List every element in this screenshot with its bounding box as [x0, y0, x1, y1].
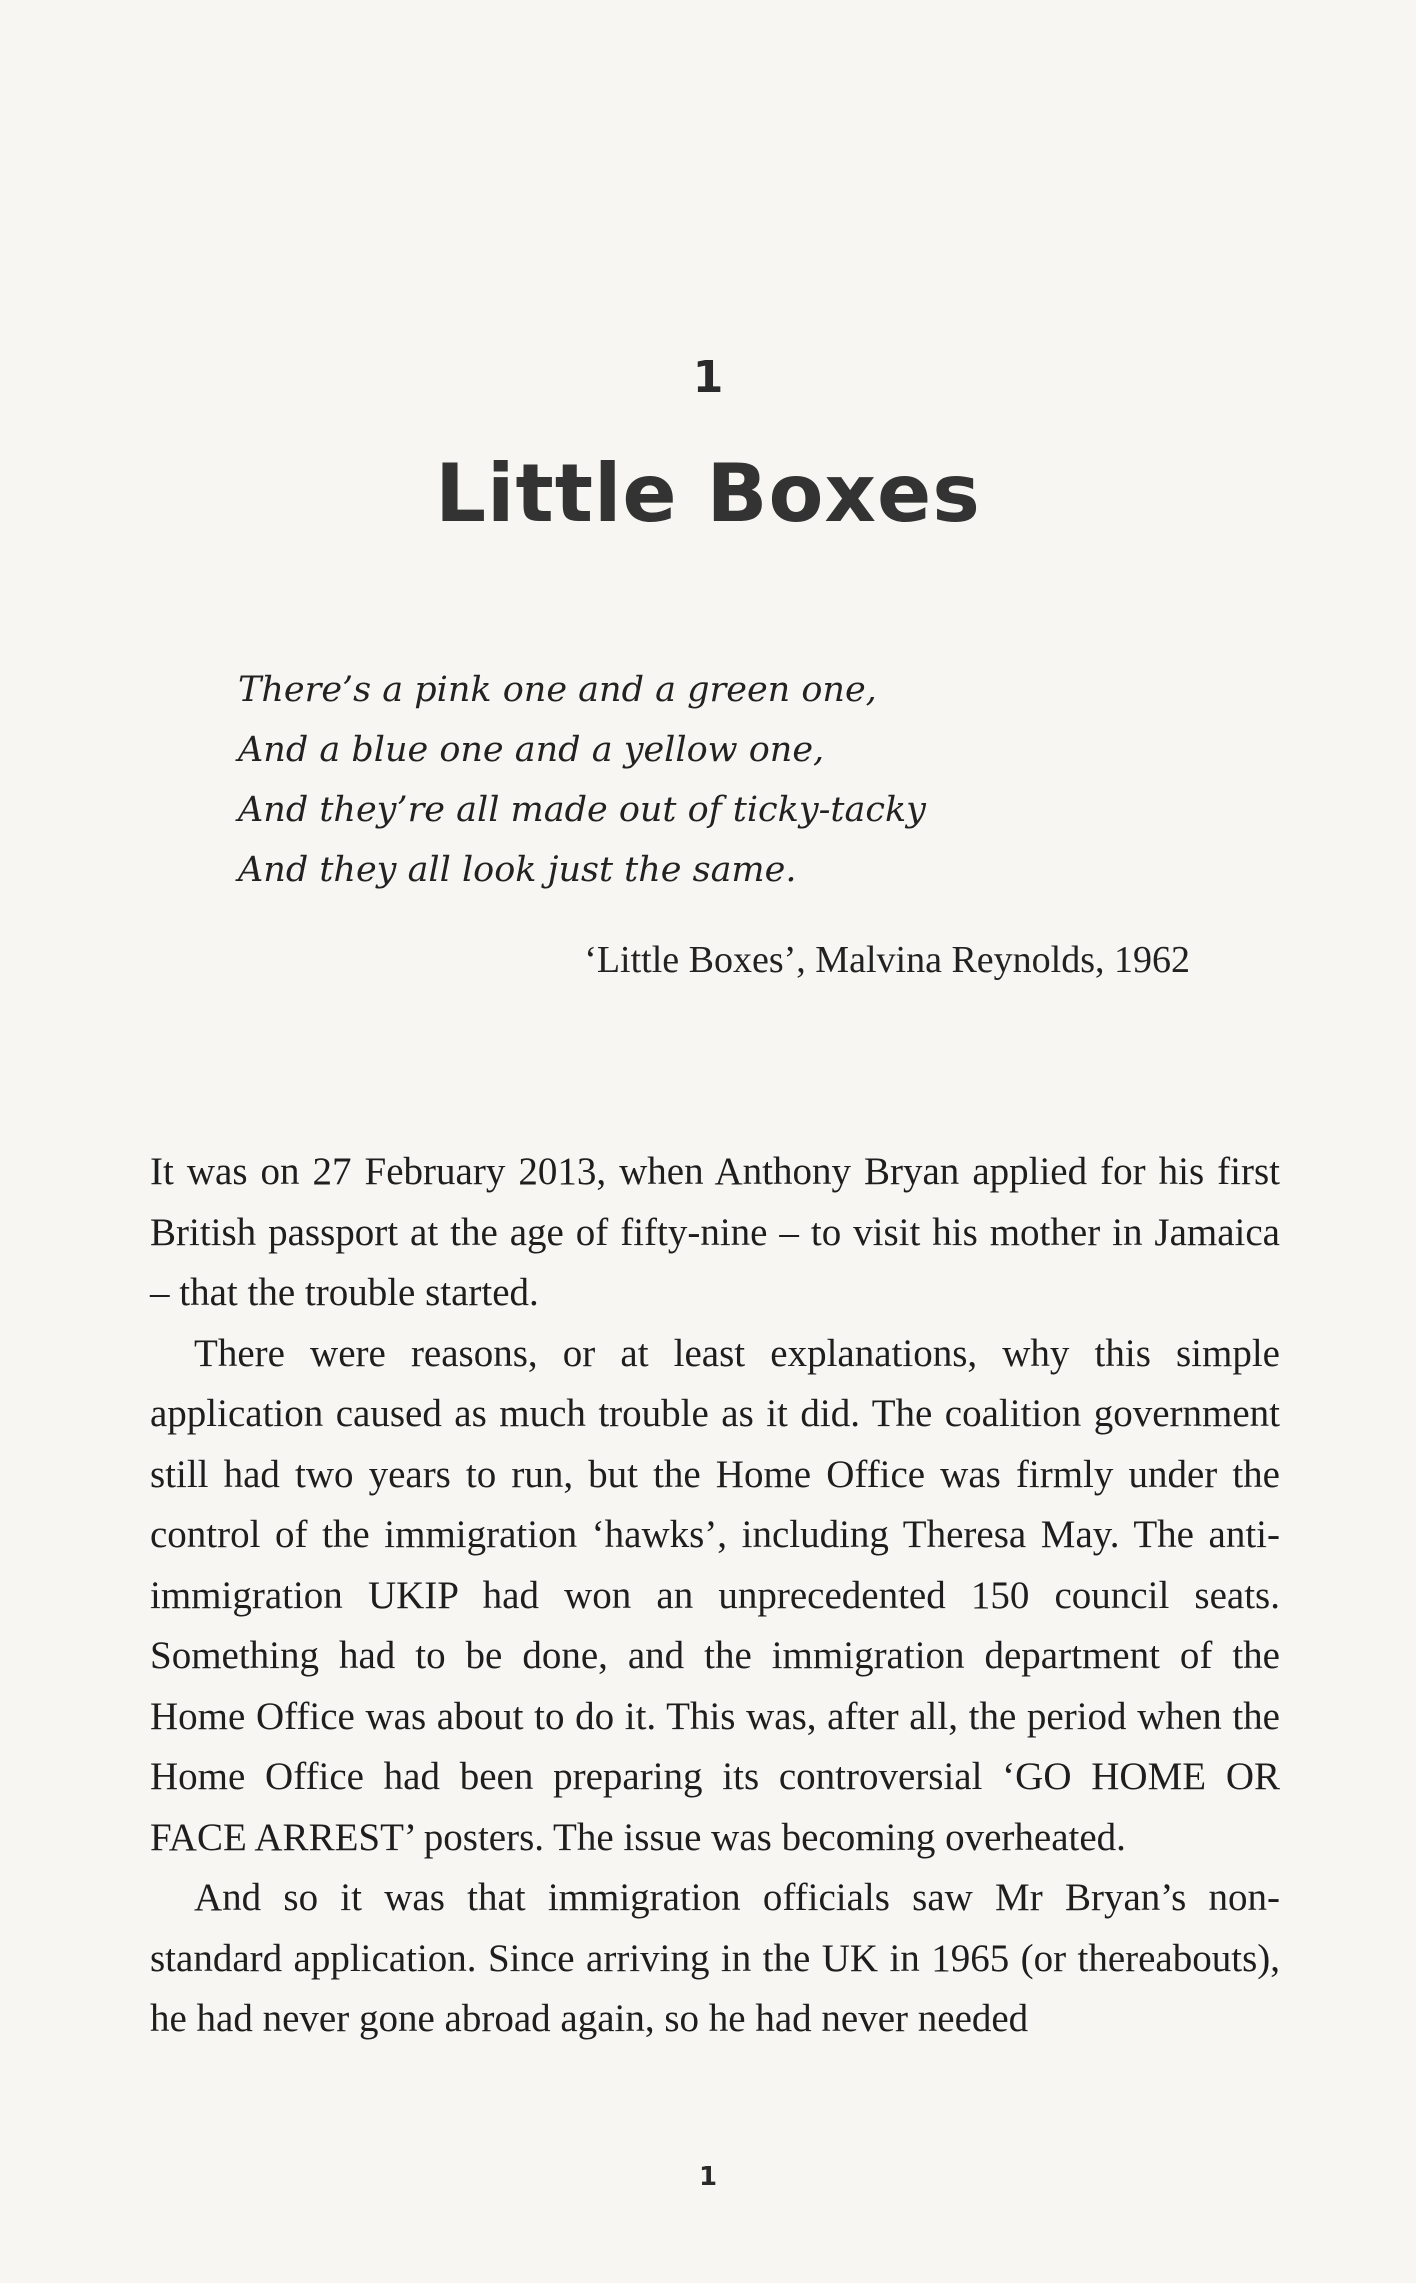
chapter-number: 1	[692, 352, 724, 403]
body-text	[150, 1142, 1280, 2050]
epigraph	[238, 660, 1238, 900]
paragraph: There were reasons, or at least explanations, why this simple application caused as much trouble as it did. The coalition government still had two years to run, but the Home Office was firmly under the control of the immigration ‘hawks’, including Theresa May. The anti-immigration UKIP had won an unprecedented 150 council seats. Something had to be done, and the immigration department of the Home Office was about to do it. This was, after all, the period when the Home Office had been preparing its controversial ‘GO HOME OR FACE ARREST’ posters. The issue was becoming overheated.	[150, 1331, 1280, 1859]
epigraph-line: There’s a pink one and a green one,	[238, 670, 877, 710]
paragraph: And so it was that immigration officials saw Mr Bryan’s non-standard application. Since arriving in the UK in 1965 (or thereabouts), he had never gone abroad again, so he had never needed	[150, 1876, 1280, 2040]
page-number: 1	[698, 2162, 718, 2192]
epigraph-credit: ‘Little Boxes’, Malvina Reynolds, 1962	[584, 939, 1190, 981]
epigraph-line: And they all look just the same.	[238, 850, 797, 890]
epigraph-line: And a blue one and a yellow one,	[238, 730, 825, 770]
epigraph-line: And they’re all made out of ticky-tacky	[238, 790, 926, 830]
chapter-title: Little Boxes	[435, 447, 981, 540]
paragraph: It was on 27 February 2013, when Anthony Bryan applied for his first British passport at the age of fifty-nine – to visit his mother in Jamaica – that the trouble started.	[150, 1150, 1280, 1314]
